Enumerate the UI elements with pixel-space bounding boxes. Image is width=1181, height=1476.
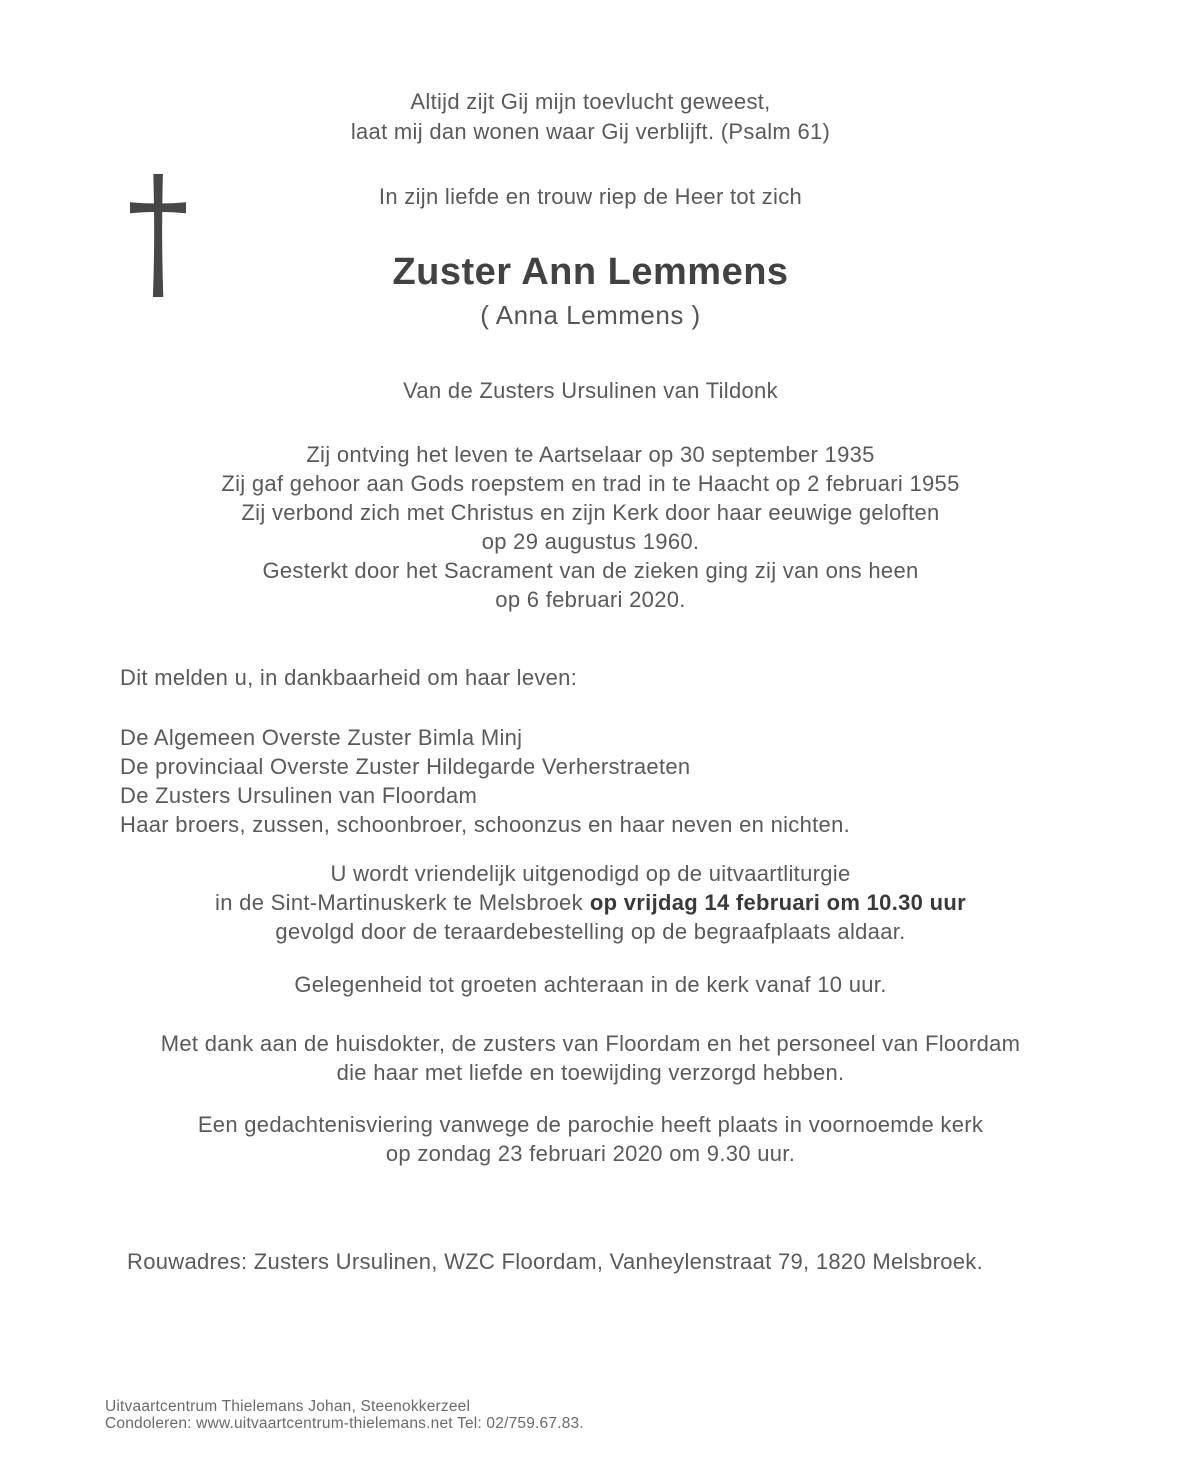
mourner-line: De Algemeen Overste Zuster Bimla Minj [120, 725, 523, 750]
thanks-line-2: die haar met liefde en toewijding verzorgd hebben. [336, 1060, 845, 1085]
funeral-line-2 [0, 888, 1181, 917]
mourner-line: Haar broers, zussen, schoonbroer, schoonzus en haar neven en nichten. [120, 812, 851, 837]
funeral-home-footer [105, 1399, 584, 1432]
life-summary [0, 440, 1181, 614]
funeral-date-time: op vrijdag 14 februari om 10.30 uur [589, 890, 966, 915]
funeral-invitation [0, 859, 1181, 946]
mourning-address-line: Rouwadres: Zusters Ursulinen, WZC Floordam, Vanheylenstraat 79, 1820 Melsbroek. [127, 1249, 983, 1274]
mourners-list [120, 723, 850, 839]
life-line: Zij verbond zich met Christus en zijn Kerk door haar eeuwige geloften [241, 500, 940, 525]
congregation-line: Van de Zusters Ursulinen van Tildonk [403, 378, 778, 403]
intro-line: In zijn liefde en trouw riep de Heer tot zich [378, 184, 803, 209]
thanks-paragraph [0, 1029, 1181, 1087]
psalm-line-2: laat mij dan wonen waar Gij verblijft. (Psalm 61) [350, 119, 831, 144]
life-line: Zij gaf gehoor aan Gods roepstem en trad in te Haacht op 2 februari 1955 [221, 471, 960, 496]
mourner-line: De provinciaal Overste Zuster Hildegarde Verherstraeten [120, 754, 691, 779]
thanks-line-1: Met dank aan de huisdokter, de zusters van Floordam en het personeel van Floordam [160, 1031, 1021, 1056]
deceased-name: Zuster Ann Lemmens [392, 251, 789, 293]
greeting-line: Gelegenheid tot groeten achteraan in de kerk vanaf 10 uur. [294, 972, 887, 997]
funeral-line-3: gevolgd door de teraardebestelling op de begraafplaats aldaar. [275, 919, 906, 944]
announcement-line: Dit melden u, in dankbaarheid om haar leven: [120, 665, 578, 690]
memorial-paragraph [0, 1110, 1181, 1168]
footer-line-2: Condoleren: www.uitvaartcentrum-thielemans.net Tel: 02/759.67.83. [105, 1414, 584, 1432]
memorial-line-2: op zondag 23 februari 2020 om 9.30 uur. [385, 1141, 796, 1166]
life-line: op 6 februari 2020. [495, 587, 686, 612]
deceased-birth-name: ( Anna Lemmens ) [480, 300, 701, 330]
funeral-line-2-regular: in de Sint-Martinuskerk te Melsbroek [215, 890, 583, 915]
memorial-line-1: Een gedachtenisviering vanwege de parochie heeft plaats in voornoemde kerk [197, 1112, 984, 1137]
psalm-line-1: Altijd zijt Gij mijn toevlucht geweest, [410, 89, 771, 114]
life-line: op 29 augustus 1960. [481, 529, 700, 554]
funeral-line-1: U wordt vriendelijk uitgenodigd op de uitvaartliturgie [330, 861, 851, 886]
psalm-quote [0, 87, 1181, 147]
life-line: Gesterkt door het Sacrament van de zieken ging zij van ons heen [262, 558, 919, 583]
mourner-line: De Zusters Ursulinen van Floordam [120, 783, 478, 808]
life-line: Zij ontving het leven te Aartselaar op 30 september 1935 [306, 442, 875, 467]
footer-line-1: Uitvaartcentrum Thielemans Johan, Steenokkerzeel [105, 1398, 471, 1415]
